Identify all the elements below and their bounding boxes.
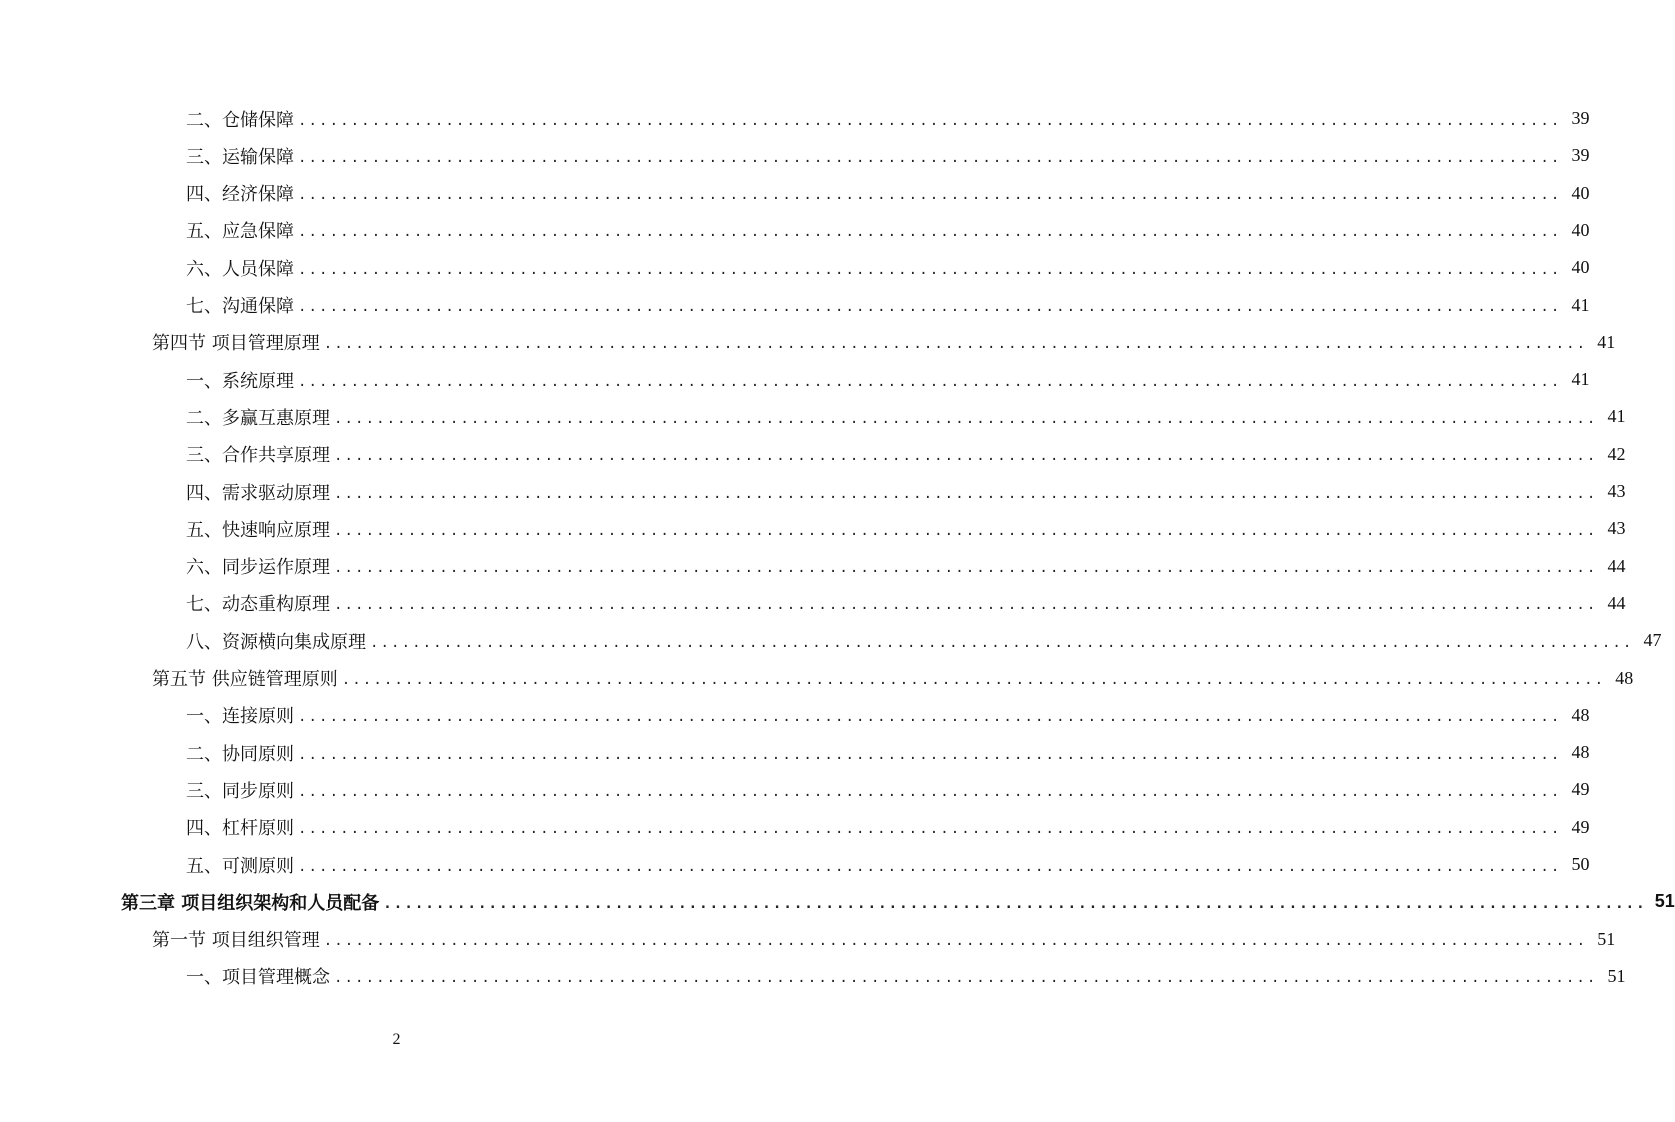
toc-entry-title: 五、应急保障: [186, 221, 294, 243]
toc-entry-title: 七、沟通保障: [186, 296, 294, 317]
toc-entry-title: 一、项目管理概念: [186, 967, 330, 989]
toc-entry-title: 二、仓储保障: [186, 109, 294, 131]
toc-entry-title: 第一节 项目组织管理: [152, 930, 320, 952]
toc-entry-title: 四、经济保障: [186, 184, 294, 206]
toc-entry-page: 51: [1654, 891, 1675, 912]
toc-entry[interactable]: [186, 361, 1590, 398]
dot-leader: ........................................................................................................................: [334, 522, 1598, 539]
toc-entry[interactable]: [152, 324, 1616, 361]
toc-entry-title: 第三章 项目组织架构和人员配备: [121, 892, 380, 914]
toc-entry-title: 四、需求驱动原理: [186, 482, 330, 504]
toc-entry-title: 八、资源横向集成原理: [186, 631, 366, 653]
toc-entry[interactable]: [186, 398, 1626, 435]
dot-leader: ........................................................................................................................: [298, 149, 1562, 166]
dot-leader: ........................................................................................................................: [323, 933, 1588, 950]
toc-entry-title: 二、多赢互惠原理: [186, 407, 330, 429]
dot-leader: ........................................................................................................................: [298, 746, 1562, 763]
toc-entry-page: 48: [1571, 742, 1590, 763]
toc-entry-page: 41: [1597, 331, 1616, 352]
dot-leader: ........................................................................................................................: [298, 858, 1562, 875]
toc-entry-title: 五、可测原则: [186, 855, 294, 877]
toc-entry-page: 49: [1571, 816, 1590, 837]
toc-entry-page: 48: [1615, 667, 1634, 688]
toc-entry[interactable]: [186, 734, 1590, 771]
dot-leader: ........................................................................................................................: [334, 485, 1598, 502]
toc-entry-page: 39: [1571, 145, 1590, 166]
toc-entry-page: 43: [1607, 481, 1626, 501]
toc-entry-page: 41: [1571, 294, 1590, 315]
toc-entry-page: 43: [1607, 518, 1626, 539]
dot-leader: ........................................................................................................................: [298, 187, 1562, 204]
toc-entry[interactable]: [186, 212, 1590, 249]
dot-leader: ........................................................................................................................: [298, 112, 1562, 129]
toc-entry[interactable]: [186, 809, 1590, 846]
toc-entry-page: 47: [1643, 630, 1662, 651]
toc-entry-title: 二、协同原则: [186, 743, 294, 765]
toc-entry-title: 三、同步原则: [186, 780, 294, 802]
toc-entry-title: 一、系统原理: [186, 370, 294, 392]
dot-leader: ........................................................................................................................: [298, 709, 1562, 726]
toc-entry-title: 四、杠杆原则: [186, 818, 294, 840]
dot-leader: ........................................................................................................................: [323, 336, 1588, 353]
toc-entry-page: 49: [1571, 779, 1590, 800]
toc-entry-page: 51: [1597, 928, 1616, 949]
dot-leader: ........................................................................................................................: [334, 597, 1598, 614]
toc-entry-title: 三、运输保障: [186, 146, 294, 168]
dot-leader: ........................................................................................................................: [370, 634, 1634, 651]
toc-entry-page: 48: [1571, 704, 1590, 725]
toc-entry[interactable]: [186, 958, 1626, 995]
toc-entry[interactable]: [186, 473, 1626, 510]
dot-leader: ........................................................................................................................: [334, 560, 1598, 577]
toc-entry-page: 50: [1571, 854, 1590, 874]
toc-entry[interactable]: [121, 883, 1675, 920]
dot-leader: ........................................................................................................................: [298, 224, 1562, 241]
toc-entry[interactable]: [186, 697, 1590, 734]
toc-entry-title: 第四节 项目管理原理: [152, 333, 320, 355]
toc-entry[interactable]: [152, 921, 1616, 958]
toc-entry-page: 40: [1571, 182, 1590, 203]
toc-entry-page: 44: [1607, 592, 1626, 613]
toc-entry[interactable]: [186, 100, 1590, 137]
dot-leader: ........................................................................................................................: [298, 299, 1562, 315]
toc-entry-page: 41: [1571, 369, 1590, 390]
toc-entry-title: 七、动态重构原理: [186, 594, 330, 616]
toc-entry-page: 40: [1571, 219, 1590, 240]
toc-entry[interactable]: [186, 548, 1626, 585]
toc-entry-title: 五、快速响应原理: [186, 519, 330, 541]
dot-leader: ........................................................................................................................: [383, 895, 1647, 912]
toc-entry[interactable]: [152, 660, 1634, 697]
toc-entry-page: 40: [1571, 257, 1590, 278]
toc-entry-page: 51: [1607, 965, 1626, 986]
toc-entry[interactable]: [186, 846, 1590, 883]
dot-leader: ........................................................................................................................: [334, 410, 1598, 427]
toc-entry-page: 39: [1571, 108, 1590, 128]
toc-entry-title: 六、同步运作原理: [186, 557, 330, 579]
toc-entry-title: 三、合作共享原理: [186, 445, 330, 467]
dot-leader: ........................................................................................................................: [298, 821, 1562, 838]
toc-entry-title: 一、连接原则: [186, 706, 294, 728]
toc-entry-page: 44: [1607, 555, 1626, 576]
toc-entry-title: 六、人员保障: [186, 258, 294, 280]
dot-leader: ........................................................................................................................: [341, 672, 1606, 688]
dot-leader: ........................................................................................................................: [298, 373, 1562, 390]
toc-entry[interactable]: [186, 510, 1626, 547]
toc-entry[interactable]: [186, 436, 1626, 473]
dot-leader: ........................................................................................................................: [298, 783, 1562, 800]
toc-entry[interactable]: [186, 771, 1590, 808]
toc-entry[interactable]: [186, 585, 1626, 622]
toc-entry[interactable]: [186, 175, 1590, 212]
dot-leader: ........................................................................................................................: [334, 970, 1598, 987]
toc-entry[interactable]: [186, 287, 1590, 324]
toc-entry-title: 第五节 供应链管理原则: [152, 669, 338, 690]
page-number: 2: [392, 1031, 401, 1048]
toc-entry[interactable]: [186, 249, 1590, 286]
toc-entry-page: 41: [1607, 406, 1626, 427]
toc-entry[interactable]: [186, 137, 1590, 174]
dot-leader: ........................................................................................................................: [298, 261, 1562, 278]
dot-leader: ........................................................................................................................: [334, 448, 1598, 465]
toc-entry-page: 42: [1607, 443, 1626, 464]
toc-entry[interactable]: [186, 622, 1662, 659]
